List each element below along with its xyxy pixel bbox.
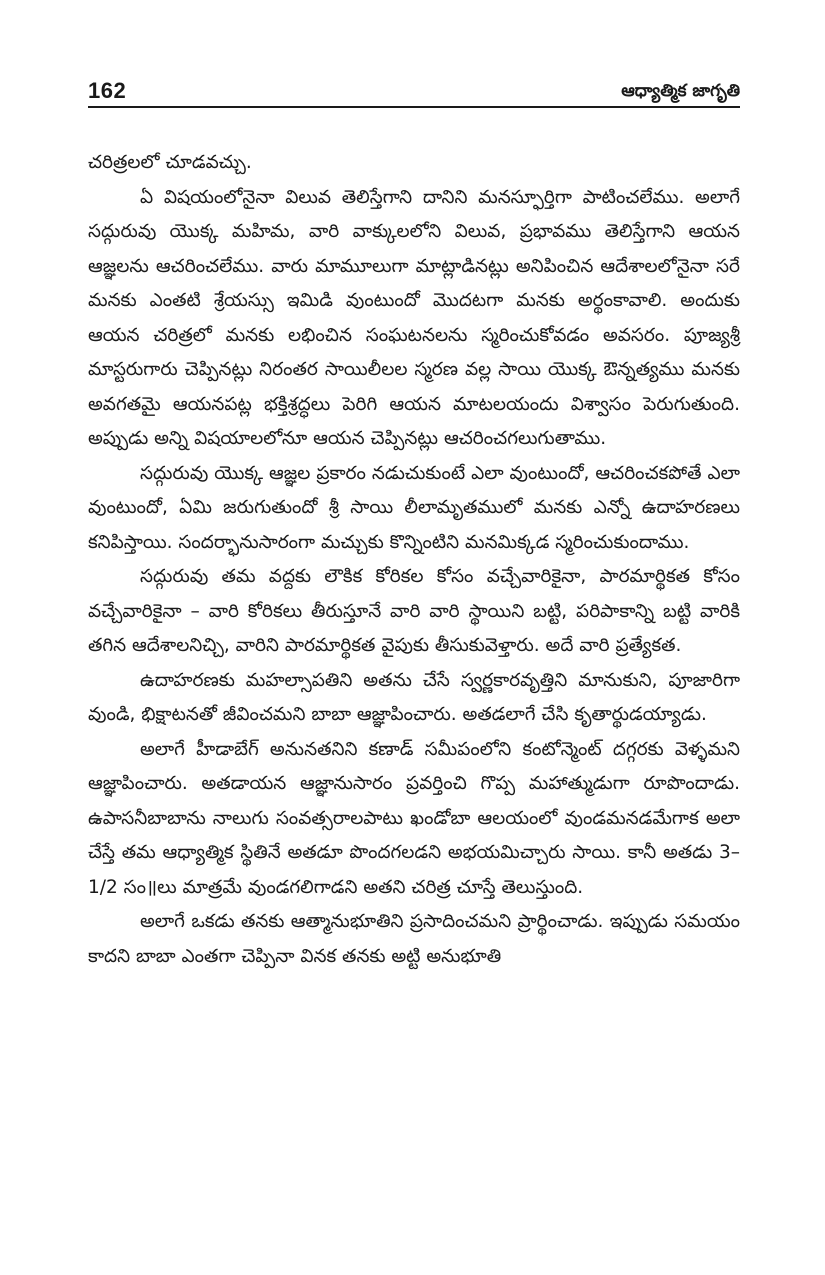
paragraph: చరిత్రలలో చూడవచ్చు.	[88, 152, 252, 173]
body-text	[88, 146, 740, 974]
page-number: 162	[88, 78, 127, 103]
running-title: ఆధ్యాత్మిక జాగృతి	[621, 81, 740, 101]
paragraph: సద్గురువు తమ వద్దకు లౌకిక కోరికల కోసం వచ్చేవారికైనా, పారమార్థికత కోసం వచ్చేవారికైనా – వారి కోరికలు తీరుస్తూనే వారి వారి స్థాయిని బట్టి, పరిపాకాన్ని బట్టి వారికి తగిన ఆదేశాలనిచ్చి, వారిని పారమార్థికత వైపుకు తీసుకువెళ్తారు. అదే వారి ప్రత్యేకత.	[88, 566, 740, 656]
paragraph: సద్గురువు యొక్క ఆజ్ఞల ప్రకారం నడుచుకుంటే ఎలా వుంటుందో, ఆచరించకపోతే ఎలా వుంటుందో, ఏమి జరుగుతుందో శ్రీ సాయి లీలామృతములో మనకు ఎన్నో ఉదాహరణలు కనిపిస్తాయి. సందర్భానుసారంగా మచ్చుకు కొన్నింటిని మనమిక్కడ స్మరించుకుందాము.	[88, 462, 740, 553]
page-header	[88, 76, 740, 106]
paragraph: అలాగే ఒకడు తనకు ఆత్మానుభూతిని ప్రసాదించమని ప్రార్థించాడు. ఇప్పుడు సమయం కాదని బాబా ఎంతగా చెప్పినా వినక తనకు అట్టి అనుభూతి	[88, 911, 740, 967]
paragraph: ఉదాహరణకు మహల్సాపతిని అతను చేసే స్వర్ణకారవృత్తిని మానుకుని, పూజారిగా వుండి, భిక్షాటనతో జీవించమని బాబా ఆజ్ఞాపించారు. అతడలాగే చేసి కృతార్థుడయ్యాడు.	[88, 669, 740, 725]
paragraph: అలాగే హీడాబేగ్ అనునతనిని కణాడ్ సమీపంలోని కంటోన్మెంట్ దగ్గరకు వెళ్ళమని ఆజ్ఞాపించారు. అతడాయన ఆజ్ఞానుసారం ప్రవర్తించి గొప్ప మహాత్ముడుగా రూపొందాడు. ఉపాసనీబాబాను నాలుగు సంవత్సరాలపాటు ఖండోబా ఆలయంలో వుండమనడమేగాక అలా చేస్తే తమ ఆధ్యాత్మిక స్థితినే అతడూ పొందగలడని అభయమిచ్చారు సాయి. కానీ అతడు 3–1/2 సం॥లు మాత్రమే వుండగలిగాడని అతని చరిత్ర చూస్తే తెలుస్తుంది.	[88, 738, 740, 898]
header-divider	[88, 106, 740, 108]
paragraph: ఏ విషయంలోనైనా విలువ తెలిస్తేగాని దానిని మనస్ఫూర్తిగా పాటించలేము. అలాగే సద్గురువు యొక్క మహిమ, వారి వాక్కులలోని విలువ, ప్రభావము తెలిస్తేగాని ఆయన ఆజ్ఞలను ఆచరించలేము. వారు మామూలుగా మాట్లాడినట్లు అనిపించిన ఆదేశాలలోనైనా సరే మనకు ఎంతటి శ్రేయస్సు ఇమిడి వుంటుందో మొదటగా మనకు అర్థంకావాలి. అందుకు ఆయన చరిత్రలో మనకు లభించిన సంఘటనలను స్మరించుకోవడం అవసరం. పూజ్యశ్రీ మాస్టరుగారు చెప్పినట్లు నిరంతర సాయిలీలల స్మరణ వల్ల సాయి యొక్క ఔన్నత్యము మనకు అవగతమై ఆయనపట్ల భక్తిశ్రద్ధలు పెరిగి ఆయన మాటలయందు విశ్వాసం పెరుగుతుంది. అప్పుడు అన్ని విషయాలలోనూ ఆయన చెప్పినట్లు ఆచరించగలుగుతాము.	[88, 186, 740, 449]
